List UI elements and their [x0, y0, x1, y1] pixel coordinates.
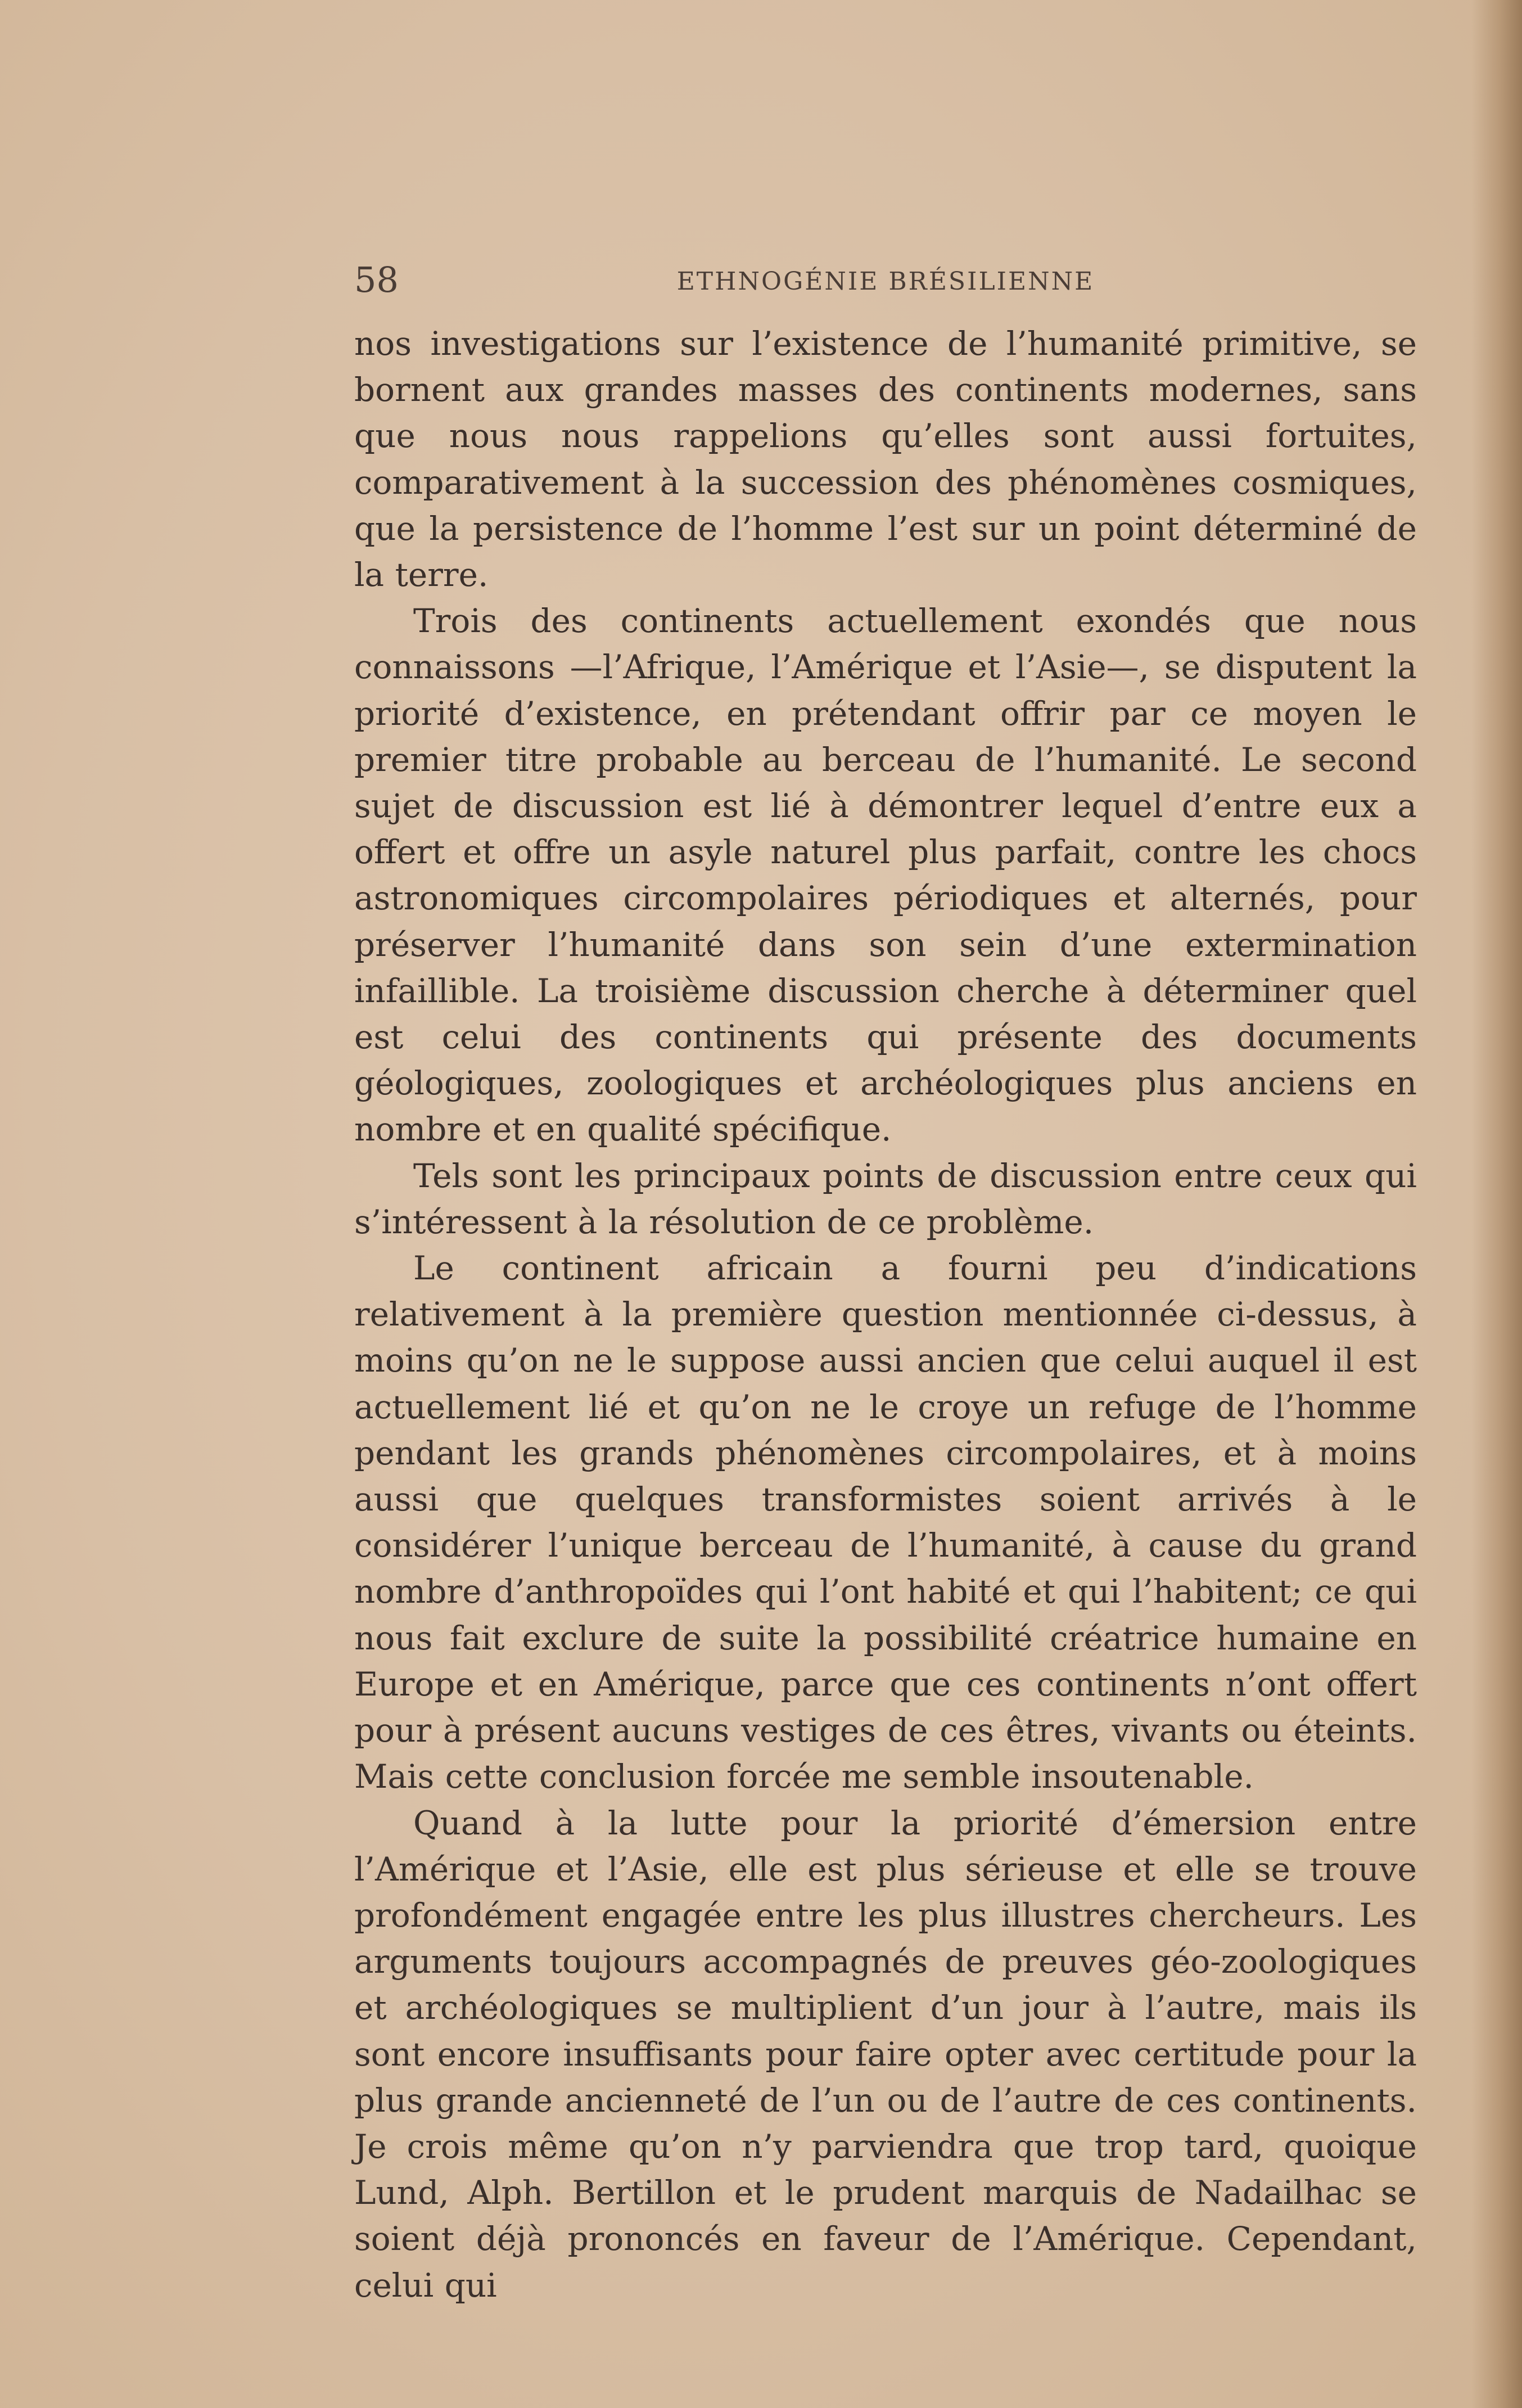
paragraph-continuation: nos investigations sur l’existence de l’humanité primitive, se bornent aux grandes masses des continents modernes, sans que nous nous rappelions qu’elles sont aussi fortuites, comparativement à la succession des phénomènes cosmiques, que la persistence de l’homme l’est sur un point déterminé de la terre. [354, 324, 1417, 594]
paragraph-discussion-points: Tels sont les principaux points de discussion entre ceux qui s’intéressent à la résolution de ce problème. [354, 1156, 1417, 1241]
paragraph-continents-priority: Trois des continents actuellement exondés que nous connaissons —l’Afrique, l’Amérique et l’Asie—, se disputent la priorité d’existence, en prétendant offrir par ce moyen le premier titre probable au berceau de l’humanité. Le second sujet de discussion est lié à démontrer lequel d’entre eux a offert et offre un asyle naturel plus parfait, contre les chocs astronomiques circompolaires périodiques et alternés, pour préserver l’humanité dans son sein d’une extermination infaillible. La troisième discussion cherche à déterminer quel est celui des continents qui présente des documents géologiques, zoologiques et archéologiques plus anciens en nombre et en qualité spécifique. [354, 602, 1417, 1149]
paragraph-america-asia: Quand à la lutte pour la priorité d’émersion entre l’Amérique et l’Asie, elle est plus sérieuse et elle se trouve profondément engagée entre les plus illustres chercheurs. Les arguments toujours accompagnés de preuves géo-zoologiques et archéologiques se multiplient d’un jour à l’autre, mais ils sont encore insuffisants pour faire opter avec certitude pour la plus grande ancienneté de l’un ou de l’autre de ces continents. Je crois même qu’on n’y parviendra que trop tard, quoique Lund, Alph. Bertillon et le prudent marquis de Nadailhac se soient déjà prononcés en faveur de l’Amérique. Cependant, celui qui [354, 1803, 1417, 2305]
page-edge-shadow [1471, 0, 1522, 2408]
page-number: 58 [354, 259, 399, 300]
running-title: ETHNOGÉNIE BRÉSILIENNE [676, 267, 1095, 296]
page-header [354, 258, 1417, 303]
paragraph-african-continent: Le continent africain a fourni peu d’indications relativement à la première question mentionnée ci-dessus, à moins qu’on ne le suppose aussi ancien que celui auquel il est actuellement lié et qu’on ne le croye un refuge de l’homme pendant les grands phénomènes circompolaires, et à moins aussi que quelques transformistes soient arrivés à le considérer l’unique berceau de l’humanité, à cause du grand nombre d’anthropoïdes qui l’ont habité et qui l’habitent; ce qui nous fait exclure de suite la possibilité créatrice humaine en Europe et en Amérique, parce que ces continents n’ont offert pour à présent aucuns vestiges de ces êtres, vivants ou éteints. Mais cette conclusion forcée me semble insoutenable. [354, 1249, 1417, 1796]
body-text [354, 321, 1417, 2308]
